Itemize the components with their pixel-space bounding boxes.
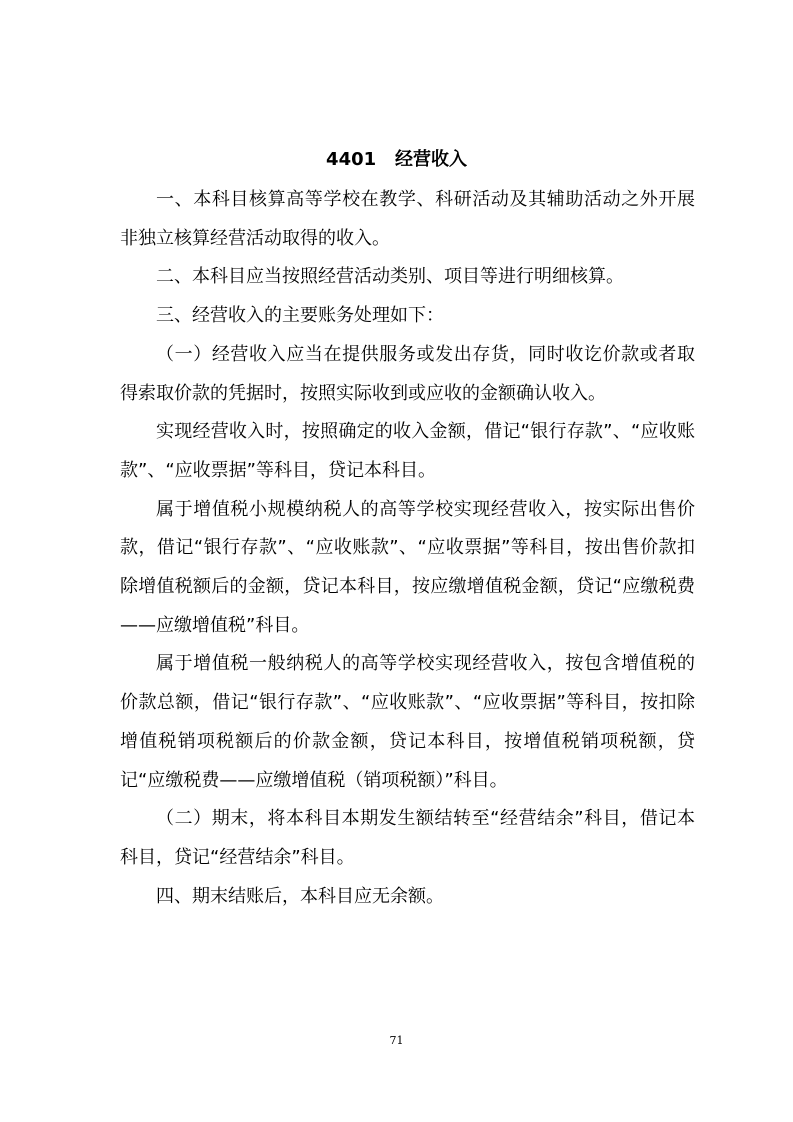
paragraph-no-balance: 四、期末结账后，本科目应无余额。 [156,885,444,907]
paragraph-realization-entry: 实现经营收入时，按照确定的收入金额，借记“银行存款”、“应收账款”、“应收票据”等科目，贷记本科目。 [120,421,695,481]
document-title: 4401 经营收入 [326,149,467,170]
paragraph-detail-accounting: 二、本科目应当按照经营活动类别、项目等进行明细核算。 [156,266,624,288]
paragraph-recognition: （一）经营收入应当在提供服务或发出存货，同时收讫价款或者取得索取价款的凭据时，按照实际收到或应收的金额确认收入。 [120,343,695,404]
page-number: 71 [389,1034,404,1047]
document-body [120,181,695,916]
paragraph-main-entries: 三、经营收入的主要账务处理如下： [156,305,444,327]
paragraph-small-scale-taxpayer: 属于增值税小规模纳税人的高等学校实现经营收入，按实际出售价款，借记“银行存款”、“应收账款”、“应收票据”等科目，按出售价款扣除增值税额后的金额，贷记本科目，按应缴增值税金额，贷记“应缴税费——应缴增值税”科目。 [120,498,695,636]
paragraph-period-end-transfer: （二）期末，将本科目本期发生额结转至“经营结余”科目，借记本科目，贷记“经营结余”科目。 [120,808,695,868]
paragraph-scope: 一、本科目核算高等学校在教学、科研活动及其辅助活动之外开展非独立核算经营活动取得的收入。 [120,189,695,249]
paragraph-general-taxpayer: 属于增值税一般纳税人的高等学校实现经营收入，按包含增值税的价款总额，借记“银行存款”、“应收账款”、“应收票据”等科目，按扣除增值税销项税额后的价款金额，贷记本科目，按增值税销项税额，贷记“应缴税费——应缴增值税（销项税额）”科目。 [120,653,695,791]
